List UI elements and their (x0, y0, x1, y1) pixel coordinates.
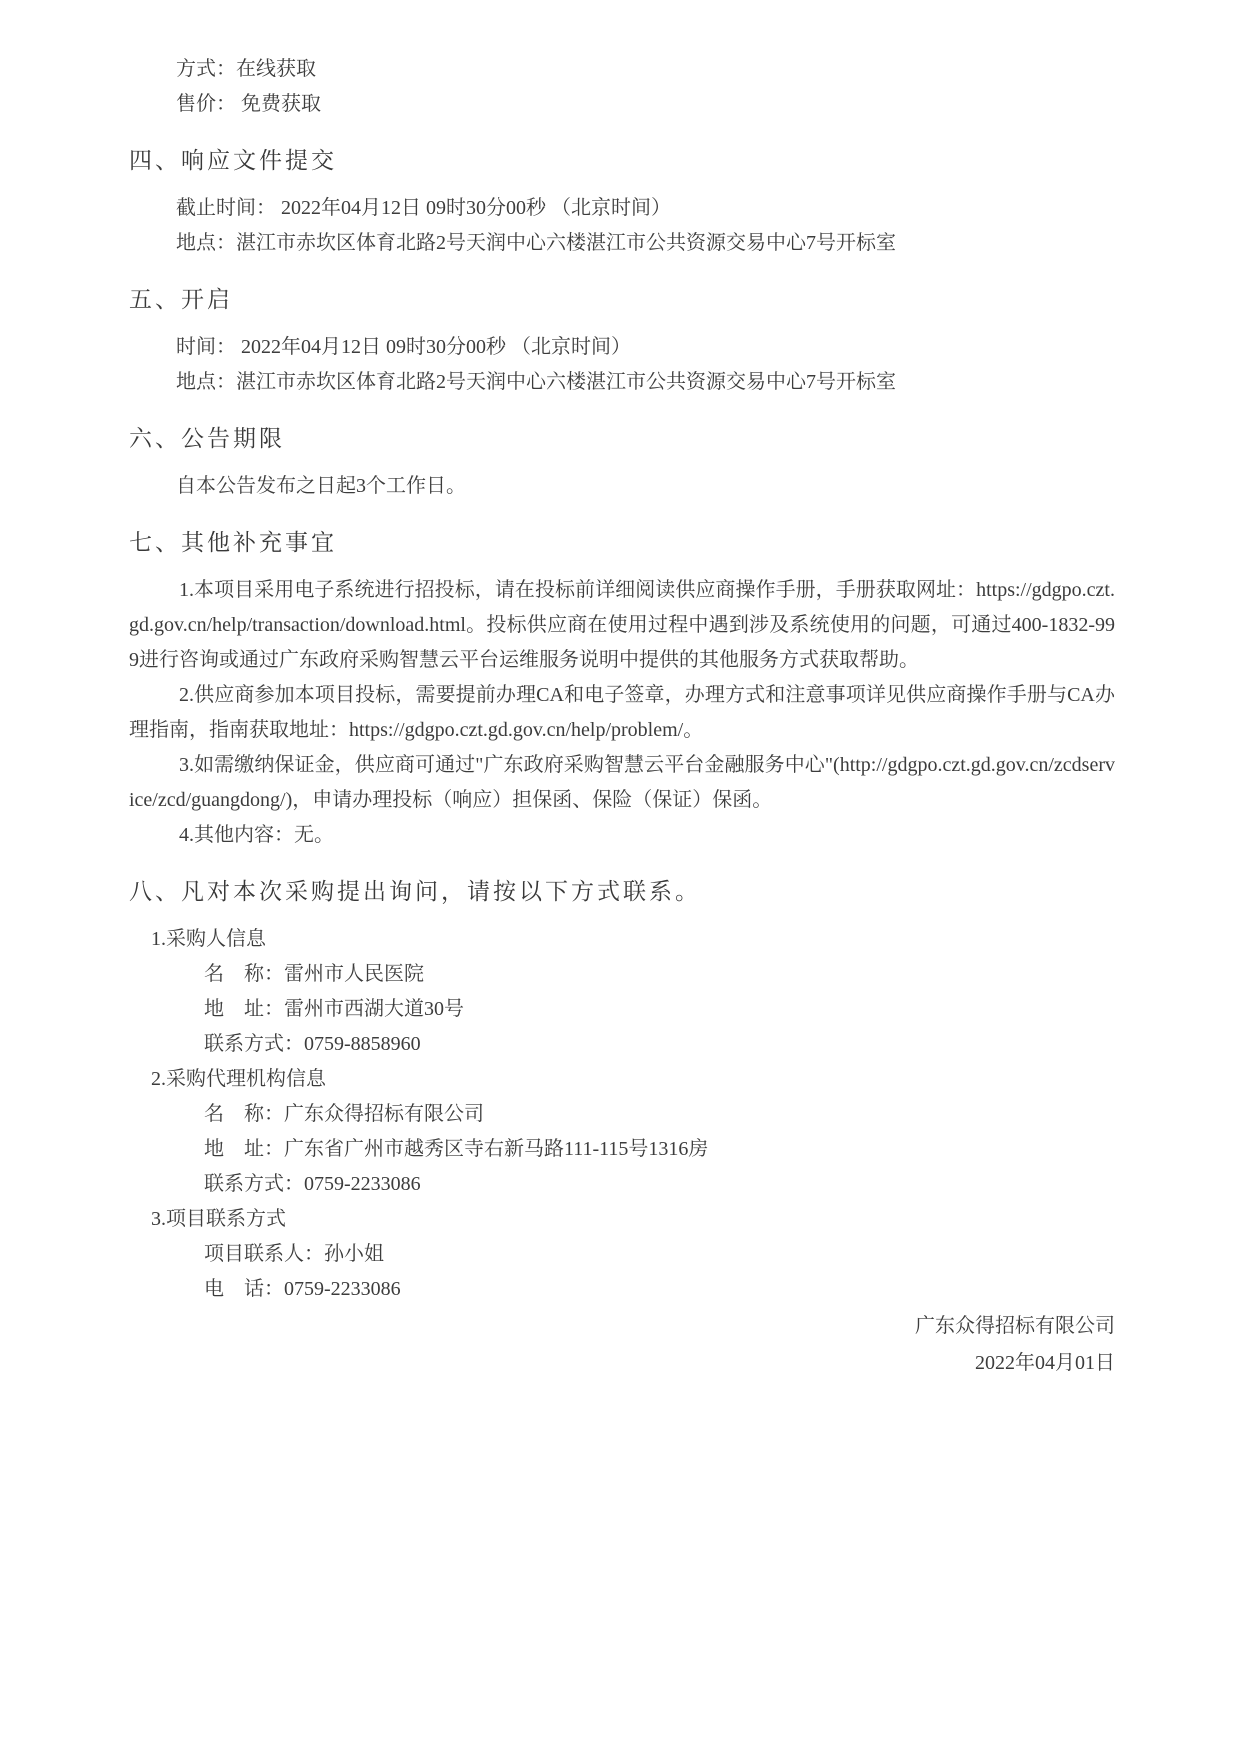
project-person-line: 项目联系人：孙小姐 (204, 1243, 384, 1265)
signature-company: 广东众得招标有限公司 (915, 1315, 1115, 1337)
section6-body-line: 自本公告发布之日起3个工作日。 (176, 475, 466, 497)
section6-heading: 六、公告期限 (129, 426, 285, 451)
project-contact-title: 3.项目联系方式 (151, 1208, 286, 1230)
agency-contact-line: 联系方式：0759-2233086 (204, 1173, 421, 1195)
section5-place-line: 地点：湛江市赤坎区体育北路2号天润中心六楼湛江市公共资源交易中心7号开标室 (176, 371, 896, 393)
purchaser-address-line: 地 址：雷州市西湖大道30号 (204, 998, 464, 1020)
purchaser-info-title: 1.采购人信息 (151, 928, 266, 950)
purchaser-name-line: 名 称：雷州市人民医院 (204, 963, 424, 985)
section7-item2-paragraph: 2.供应商参加本项目投标，需要提前办理CA和电子签章，办理方式和注意事项详见供应商操作手册与CA办理指南，指南获取地址：https://gdgpo.czt.gd.gov.cn/help/problem/。 (129, 684, 1115, 741)
section7-item4-paragraph: 4.其他内容：无。 (179, 824, 334, 846)
section5-heading: 五、开启 (129, 287, 233, 312)
obtain-method-line: 方式：在线获取 (176, 58, 316, 80)
project-phone-line: 电 话：0759-2233086 (204, 1278, 401, 1300)
purchaser-contact-line: 联系方式：0759-8858960 (204, 1033, 421, 1055)
section4-deadline-line: 截止时间： 2022年04月12日 09时30分00秒 （北京时间） (176, 197, 671, 219)
section4-heading: 四、响应文件提交 (129, 148, 337, 173)
section5-time-line: 时间： 2022年04月12日 09时30分00秒 （北京时间） (176, 336, 631, 358)
section7-heading: 七、其他补充事宜 (129, 530, 337, 555)
agency-name-line: 名 称：广东众得招标有限公司 (204, 1103, 484, 1125)
section4-place-line: 地点：湛江市赤坎区体育北路2号天润中心六楼湛江市公共资源交易中心7号开标室 (176, 232, 896, 254)
section8-heading: 八、凡对本次采购提出询问，请按以下方式联系。 (129, 879, 701, 904)
agency-info-title: 2.采购代理机构信息 (151, 1068, 326, 1090)
section7-item1-paragraph: 1.本项目采用电子系统进行招投标，请在投标前详细阅读供应商操作手册，手册获取网址：https://gdgpo.czt.gd.gov.cn/help/transaction/download.html。投标供应商在使用过程中遇到涉及系统使用的问题，可通过400-1832-999进行咨询或通过广东政府采购智慧云平台运维服务说明中提供的其他服务方式获取帮助。 (129, 579, 1115, 671)
obtain-price-line: 售价： 免费获取 (176, 93, 321, 115)
agency-address-line: 地 址：广东省广州市越秀区寺右新马路111-115号1316房 (204, 1138, 709, 1160)
section7-item3-paragraph: 3.如需缴纳保证金，供应商可通过"广东政府采购智慧云平台金融服务中心"(http://gdgpo.czt.gd.gov.cn/zcdservice/zcd/guangdong/)，申请办理投标（响应）担保函、保险（保证）保函。 (129, 754, 1115, 811)
signature-date: 2022年04月01日 (975, 1352, 1115, 1374)
